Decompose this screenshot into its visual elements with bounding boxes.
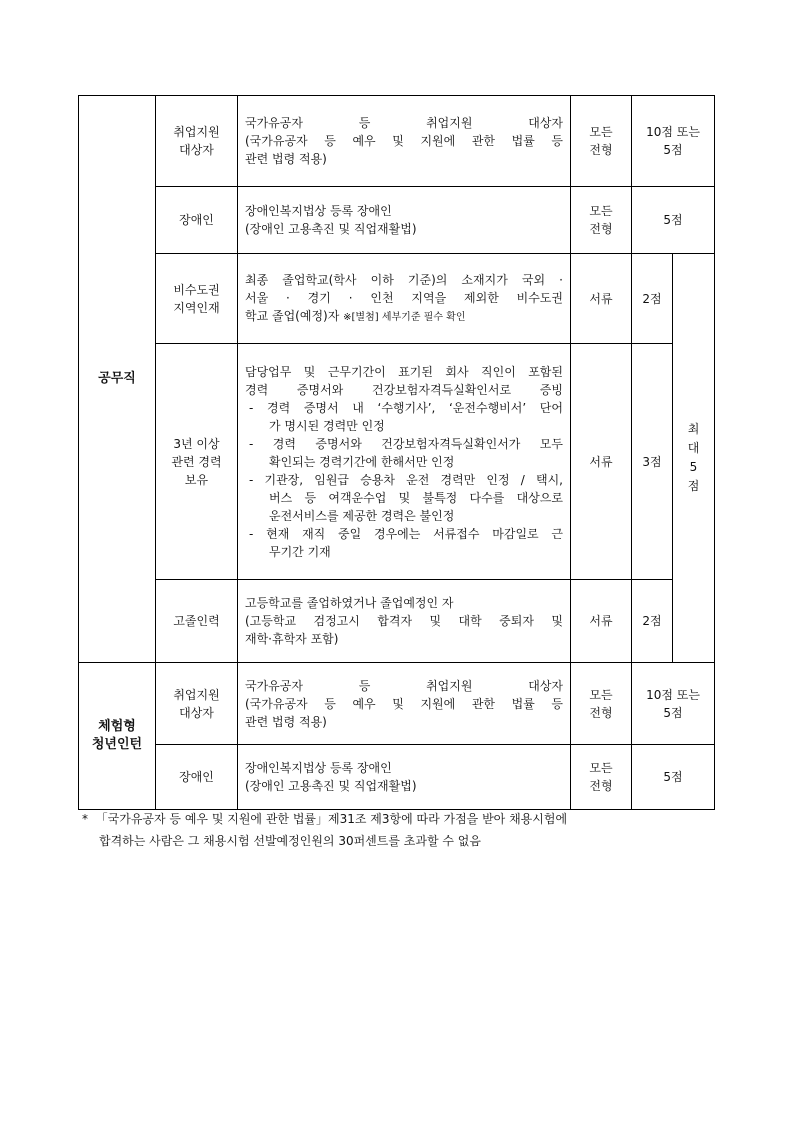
category-intern: 체험형 청년인턴 [79, 663, 156, 810]
target-cell: 고졸인력 [156, 580, 238, 663]
target-cell: 3년 이상 관련 경력 보유 [156, 344, 238, 580]
footnote-marker: * [82, 812, 88, 826]
target-cell: 취업지원 대상자 [156, 663, 238, 745]
points-cell: 3점 [632, 344, 673, 580]
stage-cell: 모든 전형 [571, 745, 632, 810]
points-cell: 10점 또는 5점 [632, 96, 715, 187]
table-row [79, 663, 715, 745]
table-row [79, 96, 715, 187]
table-row [79, 580, 715, 663]
description-cell: 최종 졸업학교(학사 이하 기준)의 소재지가 국외 · 서울 · 경기 · 인천 지역을 제외한 비수도권 학교 졸업(예정)자 ※[별첨] 세부기준 필수 확인 [238, 254, 571, 344]
target-cell: 비수도권 지역인재 [156, 254, 238, 344]
bullet-item: - 현재 재직 중일 경우에는 서류접수 마감일로 근 [249, 526, 563, 541]
table-row [79, 344, 715, 580]
table-row [79, 187, 715, 254]
table-row [79, 745, 715, 810]
target-cell: 취업지원 대상자 [156, 96, 238, 187]
description-cell: 장애인복지법상 등록 장애인 (장애인 고용촉진 및 직업재활법) [238, 745, 571, 810]
stage-cell: 서류 [571, 580, 632, 663]
footnote: * 「국가유공자 등 예우 및 지원에 관한 법률」제31조 제3항에 따라 가점을 받아 채용시험에 합격하는 사람은 그 채용시험 선발예정인원의 30퍼센트를 초과할 수 없음 [82, 812, 568, 848]
points-cell: 5점 [632, 187, 715, 254]
points-cell: 5점 [632, 745, 715, 810]
description-cell: 장애인복지법상 등록 장애인 (장애인 고용촉진 및 직업재활법) [238, 187, 571, 254]
target-cell: 장애인 [156, 187, 238, 254]
annex-note: ※[별첨] 세부기준 필수 확인 [343, 311, 466, 323]
category-gov: 공무직 [79, 96, 156, 663]
stage-cell: 서류 [571, 254, 632, 344]
target-cell: 장애인 [156, 745, 238, 810]
stage-cell: 모든 전형 [571, 187, 632, 254]
description-cell: 담당업무 및 근무기간이 표기된 회사 직인이 포함된 경력 증명서와 건강보험자격득실확인서로 증빙 - 경력 증명서 내 ‘수행기사’, ‘운전수행비서’ 단어 가 명시된 경력만 인정 - 경력 증명서와 건강보험자격득실확인서가 모두 확인되는 경력기간에 한해서만 인정 - 기관장, 임원급 승용차 운전 경력만 인정 / 택시, 버스 등 여객운수업 및 불특정 다수를 대상으로 운전서비스를 제공한 경력은 불인정 - 현재 재직 중일 경우에는 서류접수 마감일로 근 무기간 기재 [238, 344, 571, 580]
bullet-item: - 경력 증명서 내 ‘수행기사’, ‘운전수행비서’ 단어 [249, 400, 563, 415]
bonus-points-table [78, 95, 715, 810]
points-cell: 10점 또는 5점 [632, 663, 715, 745]
points-cell: 2점 [632, 254, 673, 344]
points-cell: 2점 [632, 580, 673, 663]
description-cell: 국가유공자 등 취업지원 대상자 (국가유공자 등 예우 및 지원에 관한 법률 등 관련 법령 적용) [238, 663, 571, 745]
bullet-item: - 기관장, 임원급 승용차 운전 경력만 인정 / 택시, [249, 472, 563, 487]
stage-cell: 모든 전형 [571, 96, 632, 187]
bullet-item: - 경력 증명서와 건강보험자격득실확인서가 모두 [249, 436, 563, 451]
table-row [79, 254, 715, 344]
max-points-cell: 최 대 5 점 [673, 254, 715, 663]
stage-cell: 서류 [571, 344, 632, 580]
description-cell: 국가유공자 등 취업지원 대상자 (국가유공자 등 예우 및 지원에 관한 법률 등 관련 법령 적용) [238, 96, 571, 187]
description-cell: 고등학교를 졸업하였거나 졸업예정인 자 (고등학교 검정고시 합격자 및 대학 중퇴자 및 재학·휴학자 포함) [238, 580, 571, 663]
stage-cell: 모든 전형 [571, 663, 632, 745]
